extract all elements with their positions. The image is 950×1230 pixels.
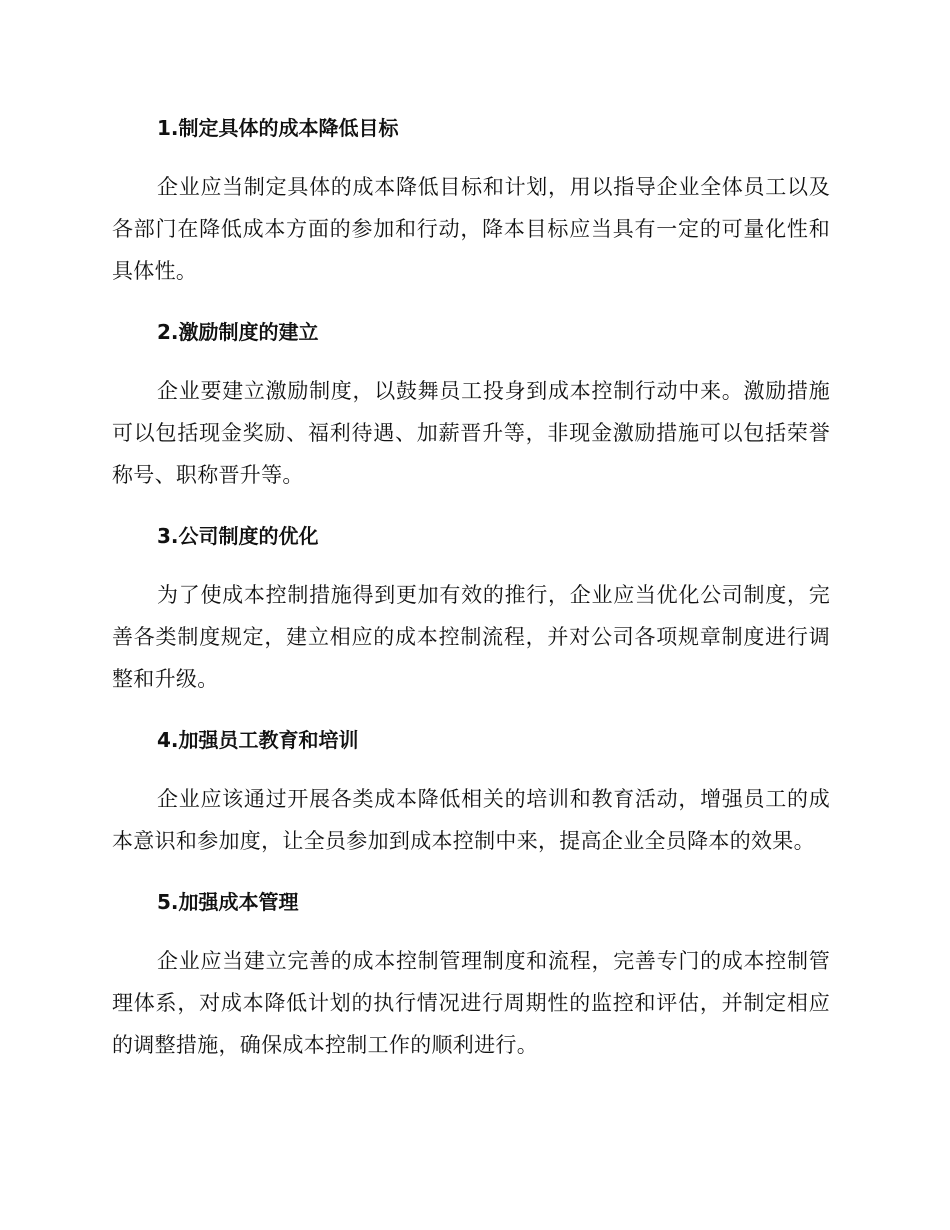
section-heading: 1.制定具体的成本降低目标: [157, 116, 399, 140]
document-content: [112, 108, 830, 1086]
section-paragraph: 企业应当制定具体的成本降低目标和计划，用以指导企业全体员工以及各部门在降低成本方面的参加和行动，降本目标应当具有一定的可量化性和具体性。: [112, 175, 830, 283]
section-incentive-system: [112, 312, 830, 496]
section-paragraph: 企业要建立激励制度，以鼓舞员工投身到成本控制行动中来。激励措施可以包括现金奖励、福利待遇、加薪晋升等，非现金激励措施可以包括荣誉称号、职称晋升等。: [112, 379, 830, 487]
section-heading: 4.加强员工教育和培训: [157, 728, 359, 752]
section-staff-training: [112, 720, 830, 862]
section-paragraph: 为了使成本控制措施得到更加有效的推行，企业应当优化公司制度，完善各类制度规定，建立相应的成本控制流程，并对公司各项规章制度进行调整和升级。: [112, 583, 830, 691]
section-company-policy: [112, 516, 830, 700]
section-paragraph: 企业应该通过开展各类成本降低相关的培训和教育活动，增强员工的成本意识和参加度，让全员参加到成本控制中来，提高企业全员降本的效果。: [112, 787, 830, 853]
section-paragraph: 企业应当建立完善的成本控制管理制度和流程，完善专门的成本控制管理体系，对成本降低计划的执行情况进行周期性的监控和评估，并制定相应的调整措施，确保成本控制工作的顺利进行。: [112, 949, 830, 1057]
section-cost-target: [112, 108, 830, 292]
section-heading: 3.公司制度的优化: [157, 524, 319, 548]
section-heading: 2.激励制度的建立: [157, 320, 319, 344]
section-cost-management: [112, 882, 830, 1066]
section-heading: 5.加强成本管理: [157, 890, 299, 914]
